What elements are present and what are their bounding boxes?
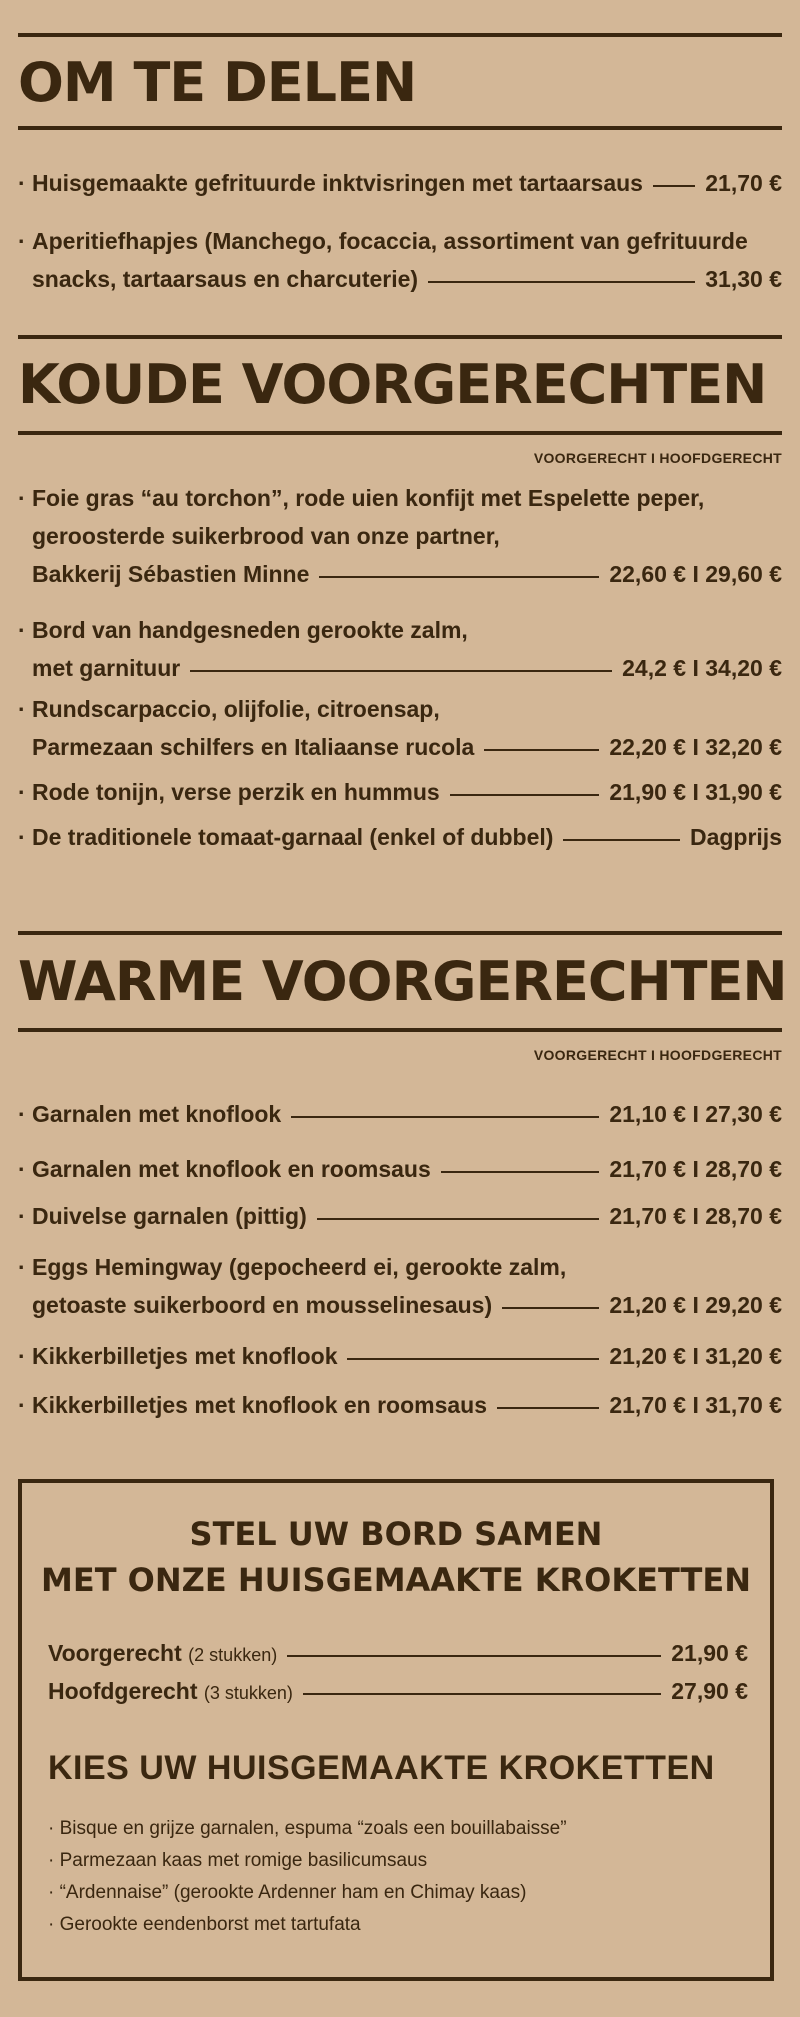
section-title-om-te-delen: OM TE DELEN: [18, 51, 417, 114]
section-rule-bottom: [18, 431, 782, 435]
item-price: Dagprijs: [689, 824, 782, 850]
item-name: Rundscarpaccio, olijfolie, citroensap,: [32, 696, 440, 722]
item-name: Rode tonijn, verse perzik en hummus: [32, 779, 440, 805]
menu-item: [18, 611, 782, 687]
item-name: met garnituur: [32, 655, 181, 681]
menu-item: [18, 1095, 782, 1133]
item-name: Garnalen met knoflook: [32, 1101, 282, 1127]
bullet: ·: [18, 1343, 26, 1369]
item-price: 31,30 €: [705, 266, 782, 292]
item-price: 21,70 €: [705, 170, 782, 196]
item-name: getoaste suikerboord en mousselinesaus): [32, 1292, 493, 1318]
bullet: ·: [18, 1392, 26, 1418]
item-price: 21,20 € I 31,20 €: [609, 1343, 782, 1369]
bullet: ·: [18, 485, 26, 511]
bullet: ·: [18, 1101, 26, 1127]
bullet: ·: [18, 779, 26, 805]
item-name: Aperitiefhapjes (Manchego, focaccia, assortiment van gefrituurde: [32, 228, 748, 254]
item-price: 24,2 € I 34,20 €: [622, 655, 782, 681]
option-label: Voorgerecht: [48, 1640, 182, 1666]
bullet: ·: [18, 228, 26, 254]
menu-item: [18, 1150, 782, 1188]
item-name: Kikkerbilletjes met knoflook en roomsaus: [32, 1392, 488, 1418]
box-title-line1: STEL UW BORD SAMEN: [189, 1515, 603, 1553]
item-name: Garnalen met knoflook en roomsaus: [32, 1156, 431, 1182]
croquette-option-voorgerecht: [48, 1634, 748, 1674]
section-title-warme-voorgerechten: WARME VOORGERECHTEN: [18, 950, 787, 1013]
item-price: 21,70 € I 31,70 €: [609, 1392, 782, 1418]
option-price: 21,90 €: [671, 1640, 748, 1666]
item-name: Huisgemaakte gefrituurde inktvisringen met tartaarsaus: [32, 170, 643, 196]
menu-item: [18, 773, 782, 811]
bullet: ·: [18, 696, 26, 722]
option-label: Hoofdgerecht: [48, 1678, 198, 1704]
croquette-option-hoofdgerecht: [48, 1672, 748, 1712]
item-name: De traditionele tomaat-garnaal (enkel of dubbel): [32, 824, 554, 850]
item-price: 21,10 € I 27,30 €: [609, 1101, 782, 1127]
croquettes-box: [18, 1479, 774, 1981]
croquette-choice: · Parmezaan kaas met romige basilicumsaus: [48, 1850, 428, 1871]
menu-item: [18, 1386, 782, 1424]
croquette-choice: · Bisque en grijze garnalen, espuma “zoals een bouillabaisse”: [48, 1818, 567, 1839]
column-header: VOORGERECHT I HOOFDGERECHT: [533, 1047, 782, 1063]
section-rule-top: [18, 335, 782, 339]
section-rule-bottom: [18, 126, 782, 130]
menu-item: [18, 1197, 782, 1235]
bullet: ·: [18, 1156, 26, 1182]
item-name: Foie gras “au torchon”, rode uien konfijt met Espelette peper,: [32, 485, 705, 511]
section-title-koude-voorgerechten: KOUDE VOORGERECHTEN: [18, 353, 767, 416]
bullet: ·: [18, 824, 26, 850]
item-name: Parmezaan schilfers en Italiaanse rucola: [32, 734, 475, 760]
bullet: ·: [18, 1203, 26, 1229]
menu-item: [18, 164, 782, 202]
menu-item: [18, 1248, 782, 1324]
item-price: 21,90 € I 31,90 €: [609, 779, 782, 805]
menu-item: [18, 222, 782, 298]
choose-title: KIES UW HUISGEMAAKTE KROKETTEN: [48, 1749, 715, 1787]
column-header: VOORGERECHT I HOOFDGERECHT: [533, 450, 782, 466]
item-price: 22,60 € I 29,60 €: [609, 561, 782, 587]
item-name: snacks, tartaarsaus en charcuterie): [32, 266, 419, 292]
option-price: 27,90 €: [671, 1678, 748, 1704]
item-name: geroosterde suikerbrood van onze partner,: [32, 523, 500, 549]
item-price: 22,20 € I 32,20 €: [609, 734, 782, 760]
item-price: 21,70 € I 28,70 €: [609, 1156, 782, 1182]
croquette-choice: · Gerookte eendenborst met tartufata: [48, 1914, 361, 1935]
option-note: (2 stukken): [188, 1645, 278, 1665]
bullet: ·: [18, 170, 26, 196]
item-name: Duivelse garnalen (pittig): [32, 1203, 307, 1229]
item-price: 21,20 € I 29,20 €: [609, 1292, 782, 1318]
section-rule-top: [18, 33, 782, 37]
section-rule-top: [18, 931, 782, 935]
menu-item: [18, 479, 782, 593]
item-price: 21,70 € I 28,70 €: [609, 1203, 782, 1229]
croquette-choice: · “Ardennaise” (gerookte Ardenner ham en Chimay kaas): [48, 1882, 527, 1903]
item-name: Bakkerij Sébastien Minne: [32, 561, 310, 587]
menu-item: [18, 818, 782, 856]
bullet: ·: [18, 1254, 26, 1280]
menu-item: [18, 690, 782, 766]
section-rule-bottom: [18, 1028, 782, 1032]
item-name: Eggs Hemingway (gepocheerd ei, gerookte zalm,: [32, 1254, 567, 1280]
menu-item: [18, 1337, 782, 1375]
option-note: (3 stukken): [203, 1683, 293, 1703]
item-name: Kikkerbilletjes met knoflook: [32, 1343, 338, 1369]
box-title-line2: MET ONZE HUISGEMAAKTE KROKETTEN: [40, 1561, 752, 1599]
item-name: Bord van handgesneden gerookte zalm,: [32, 617, 468, 643]
bullet: ·: [18, 617, 26, 643]
